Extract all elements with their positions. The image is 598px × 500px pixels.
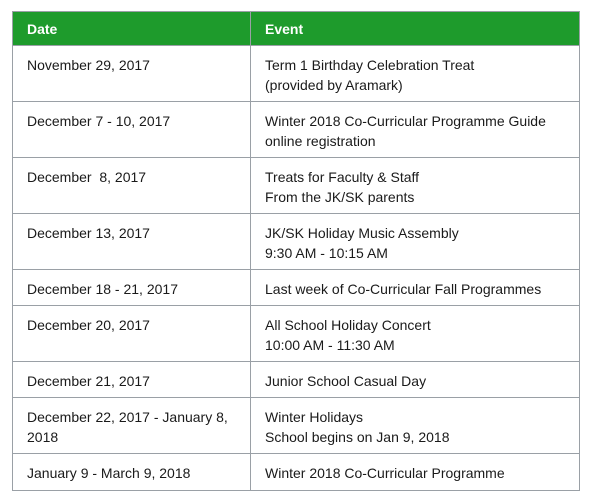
table-row — [13, 454, 580, 491]
event-line: Winter 2018 Co-Curricular Programme Guide — [265, 113, 546, 129]
table-row — [13, 270, 580, 306]
date-cell — [13, 214, 251, 270]
event-line: Term 1 Birthday Celebration Treat — [265, 57, 475, 73]
date-line: December 13, 2017 — [27, 225, 150, 241]
table-row — [13, 398, 580, 454]
date-line: December 21, 2017 — [27, 373, 150, 389]
table-header-row — [13, 12, 580, 46]
date-cell — [13, 270, 251, 306]
table-row — [13, 102, 580, 158]
event-cell — [251, 454, 580, 491]
date-cell — [13, 398, 251, 454]
event-line: All School Holiday Concert — [265, 317, 431, 333]
date-cell — [13, 102, 251, 158]
event-line: online registration — [265, 133, 376, 149]
events-table-container — [12, 11, 579, 491]
date-line: November 29, 2017 — [27, 57, 150, 73]
event-line: From the JK/SK parents — [265, 189, 415, 205]
date-line: December 22, 2017 - January 8, — [27, 409, 228, 425]
table-row — [13, 46, 580, 102]
date-line: December 20, 2017 — [27, 317, 150, 333]
event-cell — [251, 270, 580, 306]
table-row — [13, 306, 580, 362]
events-table — [12, 11, 580, 491]
event-cell — [251, 398, 580, 454]
date-cell — [13, 46, 251, 102]
event-line: 9:30 AM - 10:15 AM — [265, 245, 388, 261]
date-line: December 18 - 21, 2017 — [27, 281, 178, 297]
event-cell — [251, 362, 580, 398]
date-line: 2018 — [27, 429, 59, 445]
event-cell — [251, 102, 580, 158]
table-row — [13, 362, 580, 398]
date-line: December 8, 2017 — [27, 169, 147, 185]
event-cell — [251, 46, 580, 102]
date-cell — [13, 306, 251, 362]
event-line: (provided by Aramark) — [265, 77, 403, 93]
date-cell — [13, 362, 251, 398]
date-cell — [13, 158, 251, 214]
date-line: January 9 - March 9, 2018 — [27, 465, 191, 481]
date-column-header: Date — [13, 12, 251, 46]
event-line: School begins on Jan 9, 2018 — [265, 429, 450, 445]
event-cell — [251, 214, 580, 270]
event-line: Junior School Casual Day — [265, 373, 427, 389]
event-line: 10:00 AM - 11:30 AM — [265, 337, 395, 353]
event-line: Treats for Faculty & Staff — [265, 169, 420, 185]
event-line: JK/SK Holiday Music Assembly — [265, 225, 459, 241]
event-line: Last week of Co-Curricular Fall Programmes — [265, 281, 542, 297]
table-row — [13, 158, 580, 214]
date-line: December 7 - 10, 2017 — [27, 113, 171, 129]
event-line: Winter Holidays — [265, 409, 364, 425]
date-cell — [13, 454, 251, 491]
table-row — [13, 214, 580, 270]
event-column-header: Event — [251, 12, 580, 46]
event-cell — [251, 306, 580, 362]
event-cell — [251, 158, 580, 214]
event-line: Winter 2018 Co-Curricular Programme — [265, 465, 505, 481]
